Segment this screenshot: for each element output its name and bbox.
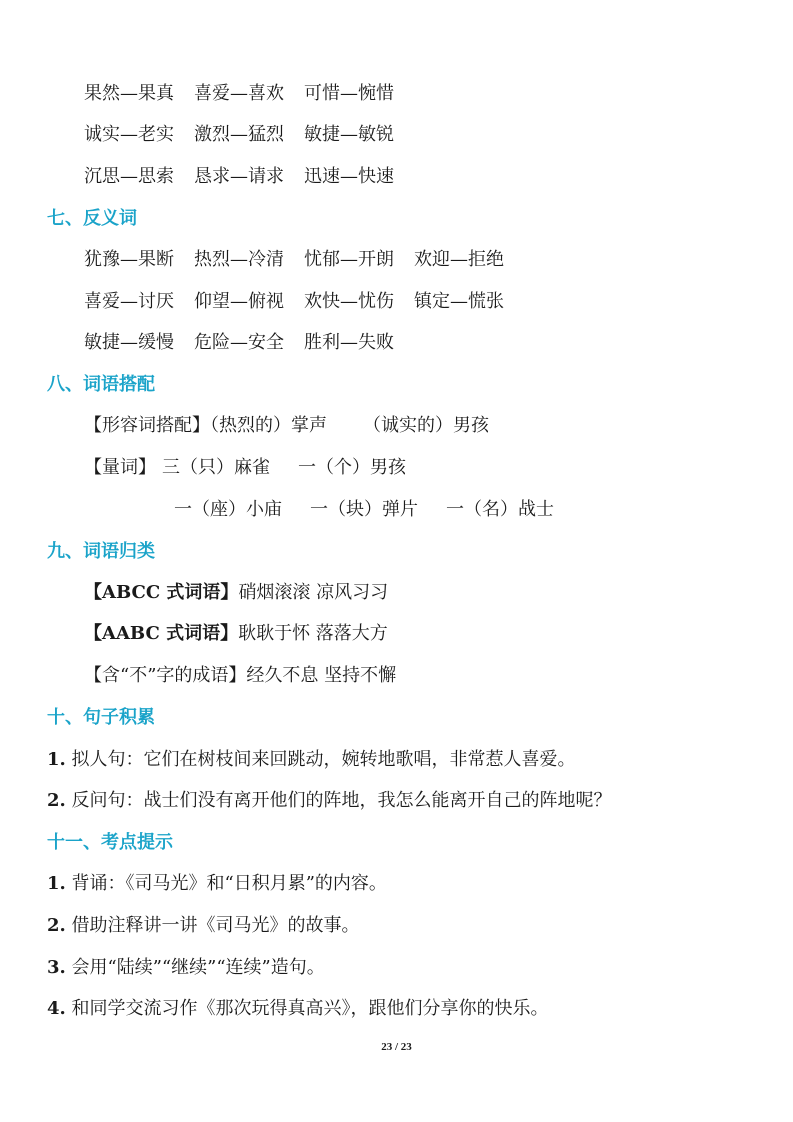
classification-row-3 xyxy=(84,664,396,688)
word-pair: 胜利—失败 xyxy=(304,332,394,353)
collocation-measure-row-1 xyxy=(84,456,406,480)
item-number: 3. xyxy=(47,957,66,978)
collocation-measure-label: 【量词】 xyxy=(84,457,156,478)
word-pair: 热烈—冷清 xyxy=(194,249,284,270)
classification-text: 耿耿于怀 落落大方 xyxy=(238,623,388,644)
classification-row-1 xyxy=(84,581,388,605)
item-number: 4. xyxy=(47,998,66,1019)
section-heading-sentences: 十、句子积累 xyxy=(47,707,155,728)
word-pair: 激烈—猛烈 xyxy=(194,124,284,145)
sentence-item xyxy=(47,748,576,772)
classification-label: 【含“不”字的成语】 xyxy=(84,665,247,686)
word-pair: 沉思—思索 xyxy=(84,166,174,187)
collocation-item: 一（块）弹片 xyxy=(310,499,418,520)
collocation-adj-label: 【形容词搭配】 xyxy=(84,415,210,436)
tip-item xyxy=(47,956,325,980)
item-number: 1. xyxy=(47,873,66,894)
tip-text: 借助注释讲一讲《司马光》的故事。 xyxy=(71,915,360,936)
collocation-item: 一（个）男孩 xyxy=(298,457,406,478)
word-pair: 忧郁—开朗 xyxy=(304,249,394,270)
classification-label: 【ABCC 式词语】 xyxy=(84,582,239,603)
section-heading-antonyms: 七、反义词 xyxy=(47,208,137,229)
word-pair: 欢快—忧伤 xyxy=(304,291,394,312)
word-pair: 喜爱—喜欢 xyxy=(194,83,284,104)
collocation-item: 一（名）战士 xyxy=(446,499,554,520)
classification-row-2 xyxy=(84,622,388,646)
section-heading-classification: 九、词语归类 xyxy=(47,541,155,562)
classification-text: 硝烟滚滚 凉风习习 xyxy=(238,582,389,603)
collocation-item: （热烈的）掌声 xyxy=(210,415,327,436)
antonym-row-1 xyxy=(84,248,524,272)
section-heading-collocation: 八、词语搭配 xyxy=(47,374,155,395)
sentence-text: 反问句：战士们没有离开他们的阵地，我怎么能离开自己的阵地呢？ xyxy=(71,790,612,811)
word-pair: 喜爱—讨厌 xyxy=(84,291,174,312)
antonym-row-3 xyxy=(84,331,414,355)
word-pair: 犹豫—果断 xyxy=(84,249,174,270)
classification-label: 【AABC 式词语】 xyxy=(84,623,239,644)
collocation-measure-row-2 xyxy=(174,498,554,522)
word-pair: 果然—果真 xyxy=(84,83,174,104)
word-pair: 恳求—请求 xyxy=(194,166,284,187)
word-pair: 镇定—慌张 xyxy=(414,291,504,312)
word-pair: 仰望—俯视 xyxy=(194,291,284,312)
tip-text: 背诵：《司马光》和“日积月累”的内容。 xyxy=(71,873,387,894)
tip-text: 会用“陆续”“继续”“连续”造句。 xyxy=(71,957,325,978)
word-pair: 可惜—惋惜 xyxy=(304,83,394,104)
synonym-row-2 xyxy=(84,123,414,147)
sentence-item xyxy=(47,789,612,813)
section-heading-tips: 十一、考点提示 xyxy=(47,832,173,853)
tip-item xyxy=(47,914,360,938)
word-pair: 欢迎—拒绝 xyxy=(414,249,504,270)
sentence-text: 拟人句：它们在树枝间来回跳动，婉转地歌唱，非常惹人喜爱。 xyxy=(71,749,576,770)
word-pair: 敏捷—敏锐 xyxy=(304,124,394,145)
word-pair: 诚实—老实 xyxy=(84,124,174,145)
tip-item xyxy=(47,872,387,896)
item-number: 2. xyxy=(47,790,66,811)
tip-text: 和同学交流习作《那次玩得真高兴》，跟他们分享你的快乐。 xyxy=(71,998,549,1019)
collocation-adj-row xyxy=(84,414,489,438)
word-pair: 危险—安全 xyxy=(194,332,284,353)
classification-text: 经久不息 坚持不懈 xyxy=(246,665,397,686)
item-number: 2. xyxy=(47,915,66,936)
collocation-item: 三（只）麻雀 xyxy=(162,457,270,478)
synonym-row-1 xyxy=(84,82,414,106)
collocation-item: （诚实的）男孩 xyxy=(363,415,489,436)
collocation-item: 一（座）小庙 xyxy=(174,499,282,520)
antonym-row-2 xyxy=(84,290,524,314)
word-pair: 敏捷—缓慢 xyxy=(84,332,174,353)
synonym-row-3 xyxy=(84,165,414,189)
word-pair: 迅速—快速 xyxy=(304,166,394,187)
page-number: 23 / 23 xyxy=(381,1041,412,1053)
tip-item xyxy=(47,997,549,1021)
item-number: 1. xyxy=(47,749,66,770)
